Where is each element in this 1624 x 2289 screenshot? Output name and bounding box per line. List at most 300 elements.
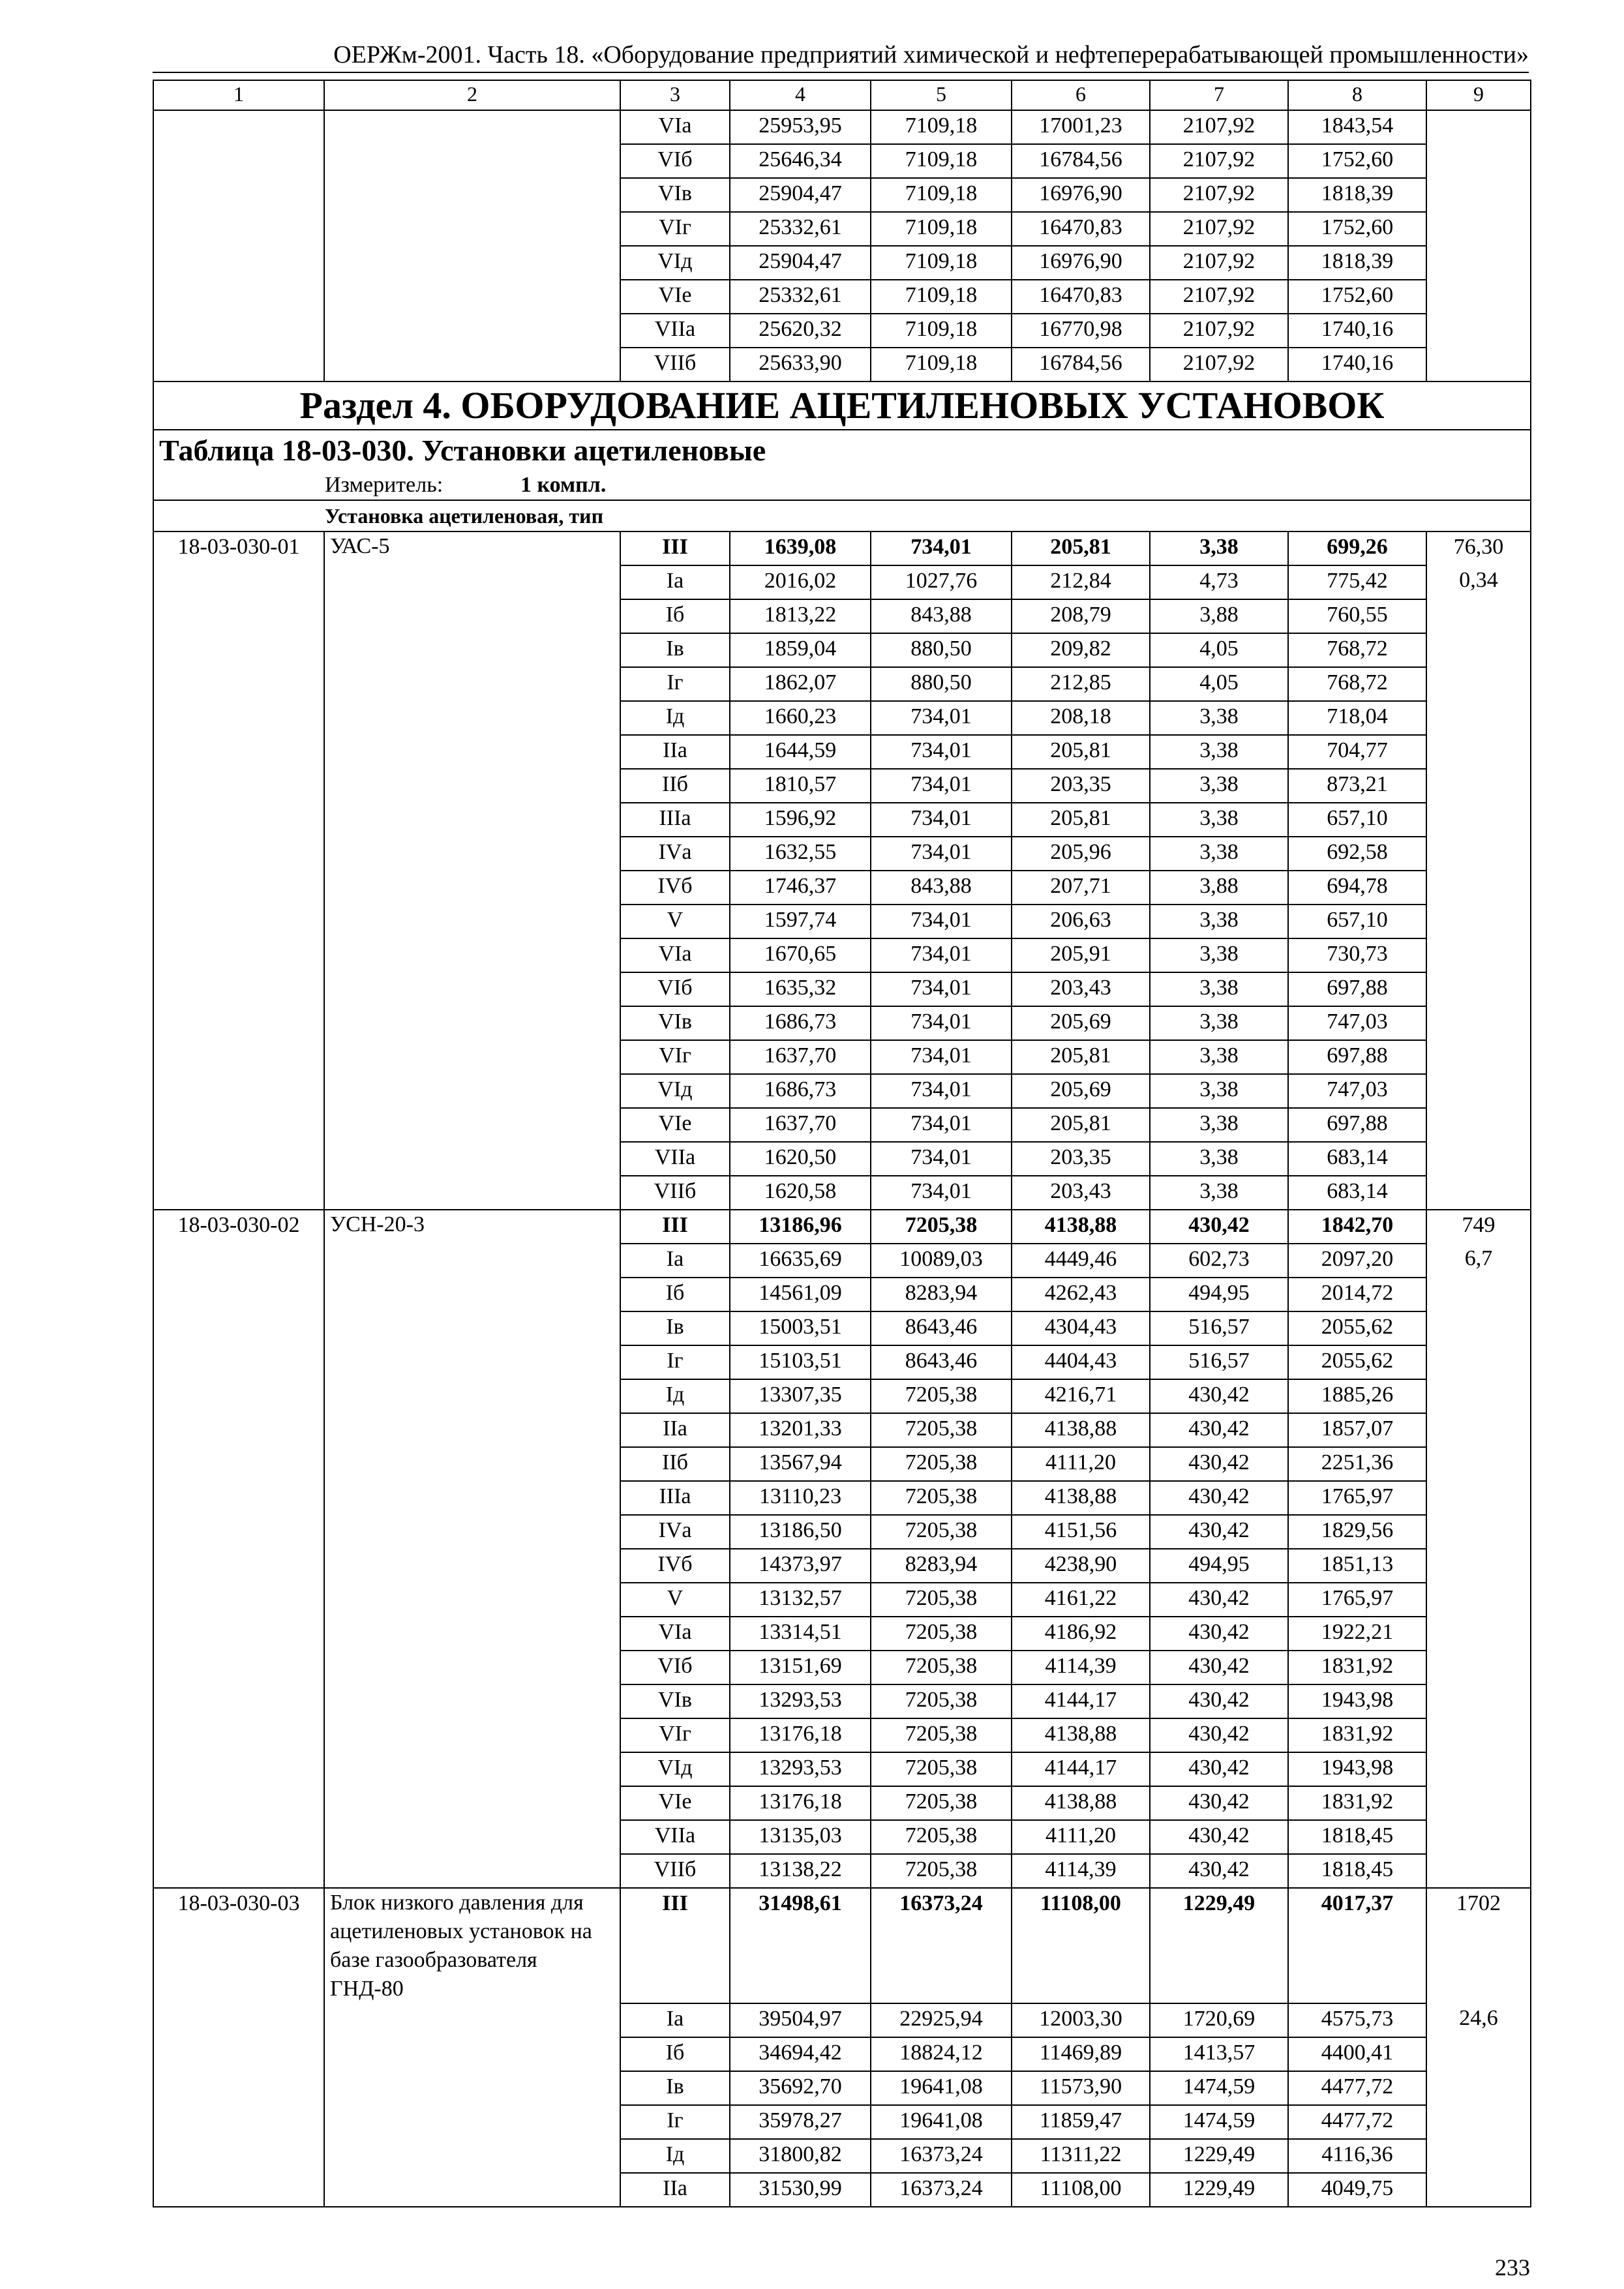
- value-cell: 1859,04: [730, 633, 871, 667]
- value-cell: 7205,38: [871, 1583, 1012, 1617]
- value-cell: 4116,36: [1288, 2139, 1426, 2173]
- value-cell: 25620,32: [730, 314, 871, 348]
- value-cell: 430,42: [1150, 1752, 1288, 1786]
- value-cell: 8643,46: [871, 1311, 1012, 1345]
- value-cell: 1740,16: [1288, 314, 1426, 348]
- code-cell: [153, 1006, 324, 1040]
- value-cell: 430,42: [1150, 1447, 1288, 1481]
- value-cell: 734,01: [871, 1040, 1012, 1074]
- value-cell: 1740,16: [1288, 348, 1426, 382]
- value-cell: 3,38: [1150, 1142, 1288, 1176]
- value-cell-col9: 1702: [1426, 1888, 1531, 2003]
- value-cell: 11108,00: [1012, 2173, 1150, 2207]
- table-row: [153, 1210, 1531, 1244]
- value-cell: 16373,24: [871, 2173, 1012, 2207]
- code-cell: [153, 1447, 324, 1481]
- value-cell-col9: [1426, 1684, 1531, 1718]
- value-cell-col9: [1426, 1583, 1531, 1617]
- estimate-table: [153, 80, 1531, 2207]
- code-cell: [153, 1752, 324, 1786]
- name-cell: [324, 1786, 620, 1820]
- value-cell-col9: [1426, 2105, 1531, 2139]
- value-cell: 430,42: [1150, 1786, 1288, 1820]
- value-cell: 734,01: [871, 735, 1012, 769]
- name-cell: [324, 2173, 620, 2207]
- value-cell-col9: [1426, 1040, 1531, 1074]
- value-cell: 1027,76: [871, 565, 1012, 599]
- table-row: [153, 667, 1531, 701]
- value-cell: 1474,59: [1150, 2105, 1288, 2139]
- code-cell: [153, 1244, 324, 1278]
- value-cell: 880,50: [871, 667, 1012, 701]
- name-cell: [324, 1040, 620, 1074]
- value-cell: 3,38: [1150, 769, 1288, 803]
- value-cell: 13314,51: [730, 1617, 871, 1651]
- name-cell: [324, 1413, 620, 1447]
- type-cell: IIа: [620, 2173, 730, 2207]
- table-row: [153, 599, 1531, 633]
- value-cell: 697,88: [1288, 1040, 1426, 1074]
- value-cell: 2107,92: [1150, 348, 1288, 382]
- value-cell: 16373,24: [871, 2139, 1012, 2173]
- type-cell: IIа: [620, 1413, 730, 1447]
- type-cell: VIг: [620, 212, 730, 246]
- value-cell: 16770,98: [1012, 314, 1150, 348]
- value-cell: 2055,62: [1288, 1311, 1426, 1345]
- value-cell: 3,38: [1150, 1074, 1288, 1108]
- value-cell: 4144,17: [1012, 1752, 1150, 1786]
- value-cell: 203,43: [1012, 972, 1150, 1006]
- table-row: [153, 2071, 1531, 2105]
- table-row: [153, 2037, 1531, 2071]
- type-cell: Iд: [620, 2139, 730, 2173]
- value-cell: 15003,51: [730, 1311, 871, 1345]
- item-name: Блок низкого давления для ацетиленовых установок на базе газообразователя ГНД-80: [324, 1888, 620, 2003]
- table-row: [153, 1583, 1531, 1617]
- value-cell-col9: [1426, 280, 1531, 314]
- value-cell-col9: [1426, 2071, 1531, 2105]
- name-cell: [324, 1447, 620, 1481]
- value-cell: 3,38: [1150, 1108, 1288, 1142]
- name-cell: [324, 735, 620, 769]
- value-cell: 7205,38: [871, 1786, 1012, 1820]
- value-cell-col9: [1426, 212, 1531, 246]
- table-row: [153, 1311, 1531, 1345]
- table-row: [153, 972, 1531, 1006]
- value-cell: 205,81: [1012, 531, 1150, 565]
- value-cell: 13176,18: [730, 1718, 871, 1752]
- value-cell: 4114,39: [1012, 1651, 1150, 1684]
- value-cell: 4238,90: [1012, 1549, 1150, 1583]
- table-row: [153, 1549, 1531, 1583]
- value-cell: 209,82: [1012, 633, 1150, 667]
- type-cell: VIIа: [620, 1820, 730, 1854]
- value-cell: 683,14: [1288, 1176, 1426, 1210]
- value-cell: 13110,23: [730, 1481, 871, 1515]
- value-cell: 3,38: [1150, 972, 1288, 1006]
- column-number: 7: [1150, 80, 1288, 110]
- value-cell-col9: [1426, 938, 1531, 972]
- value-cell: 1620,50: [730, 1142, 871, 1176]
- value-cell: 31498,61: [730, 1888, 871, 2003]
- table-row: [153, 280, 1531, 314]
- type-cell: VIб: [620, 144, 730, 178]
- value-cell: 516,57: [1150, 1311, 1288, 1345]
- value-cell: 19641,08: [871, 2071, 1012, 2105]
- code-cell: [153, 314, 324, 348]
- value-cell: 734,01: [871, 1108, 1012, 1142]
- table-row: [153, 1074, 1531, 1108]
- table-row: [153, 2105, 1531, 2139]
- item-code: 18-03-030-03: [153, 1888, 324, 2003]
- value-cell: 13293,53: [730, 1684, 871, 1718]
- value-cell: 4114,39: [1012, 1854, 1150, 1888]
- value-cell: 1720,69: [1150, 2003, 1288, 2037]
- value-cell: 768,72: [1288, 667, 1426, 701]
- name-cell: [324, 1074, 620, 1108]
- table-row: [153, 803, 1531, 837]
- value-cell: 10089,03: [871, 1244, 1012, 1278]
- table-row: [153, 110, 1531, 144]
- value-cell: 4186,92: [1012, 1617, 1150, 1651]
- value-cell: 494,95: [1150, 1549, 1288, 1583]
- code-cell: [153, 2105, 324, 2139]
- code-cell: [153, 144, 324, 178]
- value-cell: 1637,70: [730, 1040, 871, 1074]
- type-cell: VIIб: [620, 348, 730, 382]
- value-cell: 2016,02: [730, 565, 871, 599]
- value-cell: 25904,47: [730, 178, 871, 212]
- value-cell: 3,88: [1150, 599, 1288, 633]
- value-cell: 1831,92: [1288, 1718, 1426, 1752]
- value-cell: 734,01: [871, 701, 1012, 735]
- type-cell: III: [620, 1210, 730, 1244]
- value-cell-col9: [1426, 178, 1531, 212]
- value-cell: 4017,37: [1288, 1888, 1426, 2003]
- value-cell: 16784,56: [1012, 348, 1150, 382]
- value-cell-col9: [1426, 769, 1531, 803]
- value-cell: 15103,51: [730, 1345, 871, 1379]
- code-cell: [153, 1549, 324, 1583]
- code-cell: [153, 972, 324, 1006]
- value-cell: 4151,56: [1012, 1515, 1150, 1549]
- name-cell: [324, 938, 620, 972]
- code-cell: [153, 2003, 324, 2037]
- value-cell: 430,42: [1150, 1481, 1288, 1515]
- value-cell: 683,14: [1288, 1142, 1426, 1176]
- value-cell: 7205,38: [871, 1718, 1012, 1752]
- code-cell: [153, 1718, 324, 1752]
- name-cell: [324, 314, 620, 348]
- meter-cell: [153, 471, 1531, 500]
- value-cell-col9: [1426, 1820, 1531, 1854]
- value-cell: 4404,43: [1012, 1345, 1150, 1379]
- value-cell: 35978,27: [730, 2105, 871, 2139]
- type-cell: VIа: [620, 110, 730, 144]
- table-row: [153, 837, 1531, 871]
- name-cell: [324, 1718, 620, 1752]
- type-cell: VIг: [620, 1040, 730, 1074]
- type-cell: III: [620, 531, 730, 565]
- value-cell: 7109,18: [871, 178, 1012, 212]
- code-cell: [153, 110, 324, 144]
- type-cell: Iб: [620, 599, 730, 633]
- table-row: [153, 938, 1531, 972]
- name-cell: [324, 2037, 620, 2071]
- type-cell: VIа: [620, 938, 730, 972]
- table-row: [153, 2139, 1531, 2173]
- code-cell: [153, 1515, 324, 1549]
- value-cell: 7205,38: [871, 1684, 1012, 1718]
- value-cell: 734,01: [871, 972, 1012, 1006]
- name-cell: [324, 871, 620, 905]
- value-cell-col9: [1426, 1413, 1531, 1447]
- code-cell: [153, 1820, 324, 1854]
- code-cell: [153, 2173, 324, 2207]
- value-cell: 7205,38: [871, 1413, 1012, 1447]
- value-cell: 1851,13: [1288, 1549, 1426, 1583]
- value-cell: 205,69: [1012, 1074, 1150, 1108]
- value-cell: 430,42: [1150, 1820, 1288, 1854]
- value-cell: 25633,90: [730, 348, 871, 382]
- value-cell: 7109,18: [871, 246, 1012, 280]
- value-cell: 17001,23: [1012, 110, 1150, 144]
- name-cell: [324, 1379, 620, 1413]
- type-cell: IVб: [620, 871, 730, 905]
- code-cell: [153, 1345, 324, 1379]
- value-cell: 205,91: [1012, 938, 1150, 972]
- name-cell: [324, 1006, 620, 1040]
- value-cell: 205,81: [1012, 1040, 1150, 1074]
- value-cell: 3,88: [1150, 871, 1288, 905]
- value-cell: 203,43: [1012, 1176, 1150, 1210]
- table-title: Таблица 18-03-030. Установки ацетиленовые: [153, 430, 1531, 471]
- type-cell: Iб: [620, 2037, 730, 2071]
- value-cell: 8283,94: [871, 1278, 1012, 1311]
- type-cell: IIб: [620, 769, 730, 803]
- name-cell: [324, 348, 620, 382]
- value-cell: 7205,38: [871, 1447, 1012, 1481]
- value-cell: 4477,72: [1288, 2105, 1426, 2139]
- table-row: [153, 1651, 1531, 1684]
- value-cell: 1885,26: [1288, 1379, 1426, 1413]
- value-cell: 8643,46: [871, 1345, 1012, 1379]
- value-cell: 1922,21: [1288, 1617, 1426, 1651]
- value-cell: 4575,73: [1288, 2003, 1426, 2037]
- value-cell: 25332,61: [730, 280, 871, 314]
- value-cell: 7109,18: [871, 212, 1012, 246]
- value-cell: 11469,89: [1012, 2037, 1150, 2071]
- value-cell: 747,03: [1288, 1006, 1426, 1040]
- type-cell: VIIа: [620, 314, 730, 348]
- value-cell-col9: [1426, 348, 1531, 382]
- value-cell-col9: [1426, 314, 1531, 348]
- type-cell: VIг: [620, 1718, 730, 1752]
- value-cell: 7205,38: [871, 1752, 1012, 1786]
- meter-row: [153, 471, 1531, 500]
- value-cell: 2107,92: [1150, 178, 1288, 212]
- name-cell: [324, 1854, 620, 1888]
- value-cell-col9: [1426, 1108, 1531, 1142]
- type-cell: VIд: [620, 246, 730, 280]
- value-cell: 11859,47: [1012, 2105, 1150, 2139]
- table-row: [153, 1040, 1531, 1074]
- name-cell: [324, 246, 620, 280]
- value-cell-col9: 749: [1426, 1210, 1531, 1244]
- name-cell: [324, 972, 620, 1006]
- value-cell: 1632,55: [730, 837, 871, 871]
- value-cell-col9: [1426, 246, 1531, 280]
- type-cell: VIв: [620, 1684, 730, 1718]
- value-cell-col9: [1426, 144, 1531, 178]
- value-cell: 1752,60: [1288, 280, 1426, 314]
- value-cell: 4449,46: [1012, 1244, 1150, 1278]
- value-cell: 31530,99: [730, 2173, 871, 2207]
- value-cell: 19641,08: [871, 2105, 1012, 2139]
- table-row: [153, 178, 1531, 212]
- table-row: [153, 871, 1531, 905]
- value-cell: 4138,88: [1012, 1718, 1150, 1752]
- table-row: [153, 1854, 1531, 1888]
- running-header: ОЕРЖм-2001. Часть 18. «Оборудование предприятий химической и нефтеперерабатывающей промышленности»: [153, 38, 1529, 73]
- item-code: 18-03-030-01: [153, 531, 324, 565]
- value-cell: 430,42: [1150, 1718, 1288, 1752]
- value-cell: 4161,22: [1012, 1583, 1150, 1617]
- value-cell: 13293,53: [730, 1752, 871, 1786]
- name-cell: [324, 1345, 620, 1379]
- value-cell: 1843,54: [1288, 110, 1426, 144]
- value-cell-col9: [1426, 1854, 1531, 1888]
- type-cell: VIд: [620, 1752, 730, 1786]
- value-cell: 4477,72: [1288, 2071, 1426, 2105]
- value-cell: 3,38: [1150, 938, 1288, 972]
- column-number: 9: [1426, 80, 1531, 110]
- table-row: [153, 1447, 1531, 1481]
- value-cell: 430,42: [1150, 1651, 1288, 1684]
- value-cell: 697,88: [1288, 1108, 1426, 1142]
- code-cell: [153, 1651, 324, 1684]
- table-row: [153, 1345, 1531, 1379]
- column-number: 4: [730, 80, 871, 110]
- table-row: [153, 769, 1531, 803]
- table-row: [153, 348, 1531, 382]
- value-cell-col9: [1426, 1074, 1531, 1108]
- table-row: [153, 1108, 1531, 1142]
- value-cell-col9: [1426, 1379, 1531, 1413]
- name-cell: [324, 837, 620, 871]
- meter-value: 1 компл.: [520, 473, 607, 497]
- value-cell: 4138,88: [1012, 1786, 1150, 1820]
- name-cell: [324, 1549, 620, 1583]
- code-cell: [153, 735, 324, 769]
- code-cell: [153, 599, 324, 633]
- value-cell-col9: [1426, 1006, 1531, 1040]
- value-cell: 1637,70: [730, 1108, 871, 1142]
- value-cell: 208,18: [1012, 701, 1150, 735]
- table-row: [153, 1515, 1531, 1549]
- table-row: [153, 1684, 1531, 1718]
- value-cell: 208,79: [1012, 599, 1150, 633]
- table-title-row: [153, 430, 1531, 471]
- column-number: 3: [620, 80, 730, 110]
- value-cell: 212,85: [1012, 667, 1150, 701]
- value-cell: 25904,47: [730, 246, 871, 280]
- section-title: Раздел 4. ОБОРУДОВАНИЕ АЦЕТИЛЕНОВЫХ УСТАНОВОК: [153, 382, 1531, 430]
- type-cell: VIв: [620, 178, 730, 212]
- value-cell: 1752,60: [1288, 212, 1426, 246]
- type-cell: Iг: [620, 667, 730, 701]
- value-cell: 7205,38: [871, 1379, 1012, 1413]
- code-cell: [153, 1413, 324, 1447]
- value-cell: 4216,71: [1012, 1379, 1150, 1413]
- name-cell: [324, 110, 620, 144]
- name-cell: [324, 1244, 620, 1278]
- value-cell: 602,73: [1150, 1244, 1288, 1278]
- value-cell: 1644,59: [730, 735, 871, 769]
- table-row: [153, 701, 1531, 735]
- name-cell: [324, 1108, 620, 1142]
- type-cell: Iд: [620, 1379, 730, 1413]
- subheading-row: [153, 500, 1531, 531]
- value-cell: 734,01: [871, 905, 1012, 938]
- value-cell: 734,01: [871, 837, 1012, 871]
- table-row: [153, 144, 1531, 178]
- table-row: [153, 1278, 1531, 1311]
- value-cell: 692,58: [1288, 837, 1426, 871]
- type-cell: VIIб: [620, 1176, 730, 1210]
- value-cell-col9: 76,30: [1426, 531, 1531, 565]
- type-cell: Iа: [620, 565, 730, 599]
- column-number: 5: [871, 80, 1012, 110]
- value-cell-col9: [1426, 1549, 1531, 1583]
- type-cell: VIе: [620, 1108, 730, 1142]
- value-cell: 2107,92: [1150, 212, 1288, 246]
- value-cell-col9: [1426, 803, 1531, 837]
- page-number: 233: [1495, 2254, 1530, 2281]
- value-cell: 7205,38: [871, 1481, 1012, 1515]
- value-cell: 1596,92: [730, 803, 871, 837]
- type-cell: IVа: [620, 1515, 730, 1549]
- table-row: [153, 1752, 1531, 1786]
- value-cell-col9: [1426, 905, 1531, 938]
- value-cell: 697,88: [1288, 972, 1426, 1006]
- value-cell: 1831,92: [1288, 1651, 1426, 1684]
- value-cell-col9: [1426, 1176, 1531, 1210]
- value-cell: 212,84: [1012, 565, 1150, 599]
- code-cell: [153, 1108, 324, 1142]
- column-numbers-row: [153, 80, 1531, 110]
- code-cell: [153, 246, 324, 280]
- value-cell: 4111,20: [1012, 1820, 1150, 1854]
- code-cell: [153, 938, 324, 972]
- type-cell: VIд: [620, 1074, 730, 1108]
- value-cell: 4,05: [1150, 667, 1288, 701]
- table-row: [153, 2003, 1531, 2037]
- value-cell: 13132,57: [730, 1583, 871, 1617]
- item-name: УАС-5: [324, 531, 620, 565]
- table-row: [153, 1176, 1531, 1210]
- type-cell: Iб: [620, 1278, 730, 1311]
- value-cell: 694,78: [1288, 871, 1426, 905]
- value-cell: 1229,49: [1150, 2139, 1288, 2173]
- value-cell: 205,81: [1012, 735, 1150, 769]
- value-cell: 734,01: [871, 1074, 1012, 1108]
- code-cell: [153, 280, 324, 314]
- name-cell: [324, 1515, 620, 1549]
- value-cell: 1474,59: [1150, 2071, 1288, 2105]
- value-cell: 7109,18: [871, 280, 1012, 314]
- name-cell: [324, 1617, 620, 1651]
